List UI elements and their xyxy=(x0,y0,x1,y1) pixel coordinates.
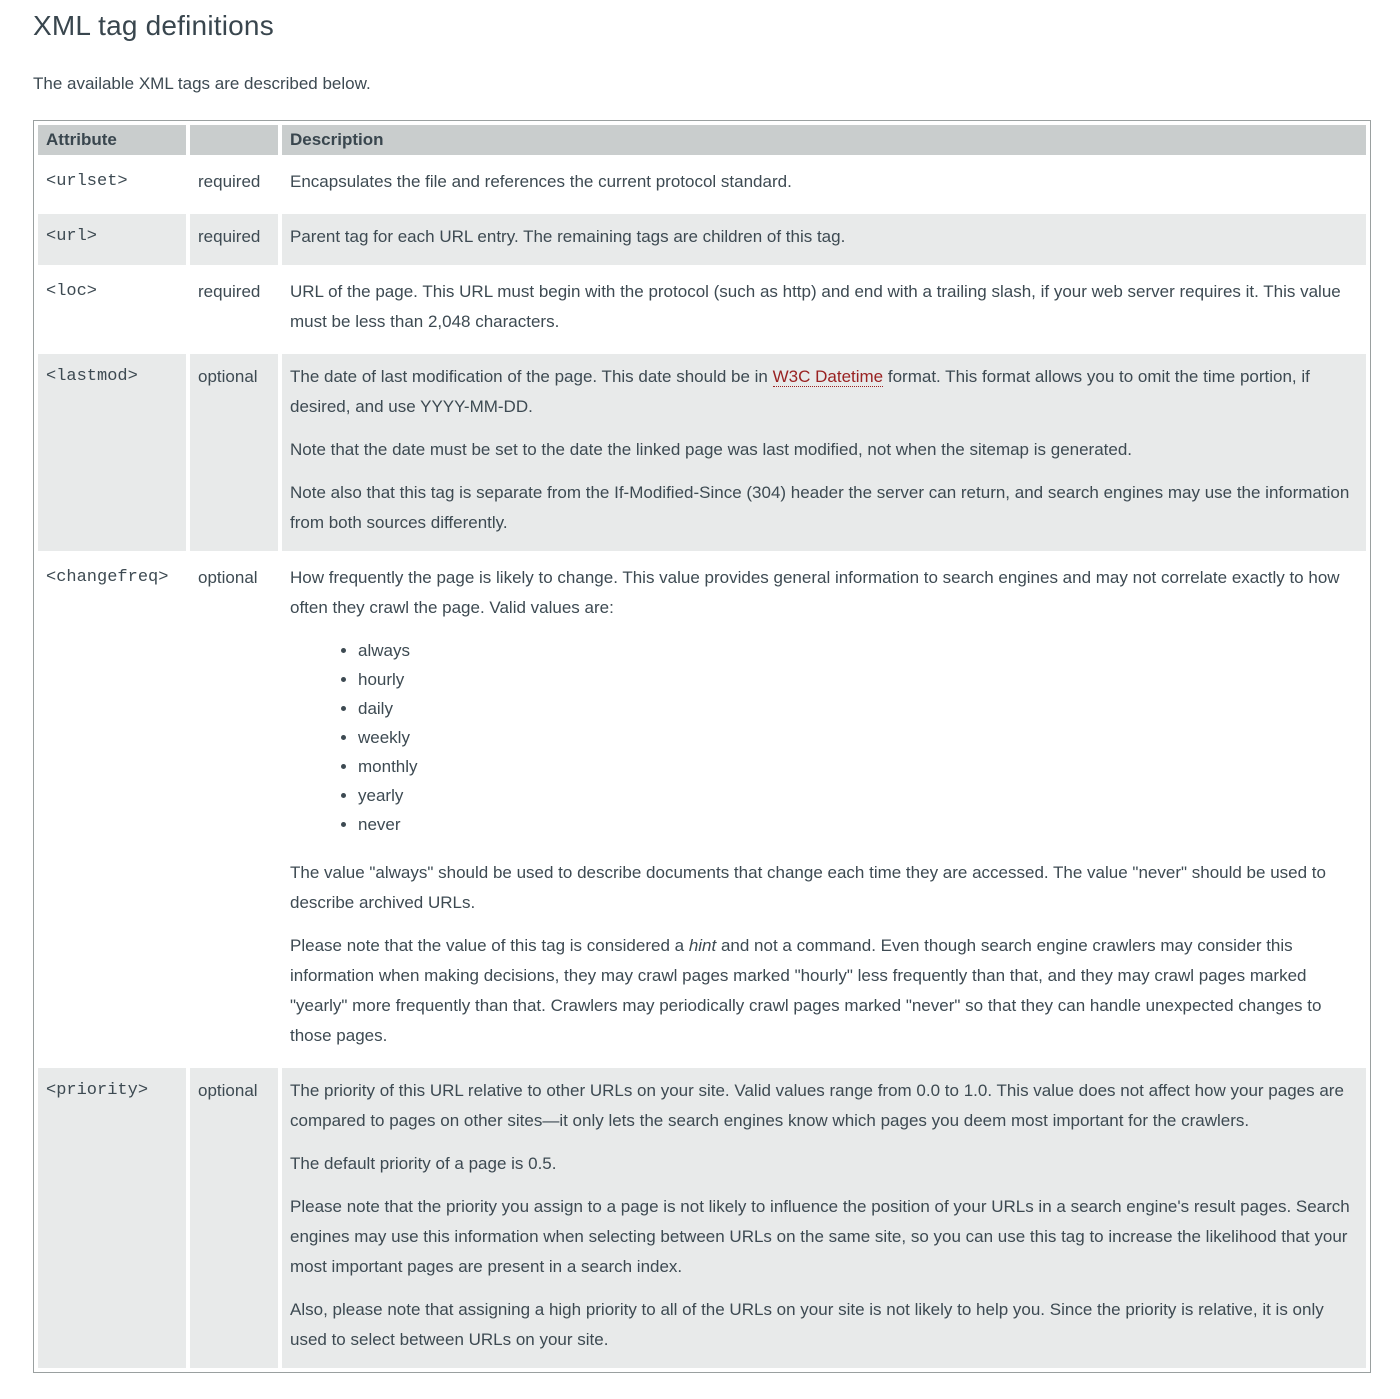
table-row xyxy=(38,214,1366,265)
emphasis-text: hint xyxy=(688,936,717,955)
attribute-cell: <url> xyxy=(38,214,186,265)
table-row xyxy=(38,555,1366,1064)
description-paragraph: The priority of this URL relative to other URLs on your site. Valid values range from 0.0 to 1.0. This value does not affect how your pages are compared to pages on other sites—it only lets the search engines know which pages you deem most important for the crawlers. xyxy=(290,1081,1344,1130)
w3c-datetime-link[interactable]: W3C Datetime xyxy=(772,367,884,386)
list-item: • monthly xyxy=(358,752,1358,781)
description-cell xyxy=(282,1068,1366,1368)
description-paragraph: Note that the date must be set to the date the linked page was last modified, not when the sitemap is generated. xyxy=(290,440,1133,459)
description-paragraph: How frequently the page is likely to change. This value provides general information to search engines and may not correlate exactly to how often they crawl the page. Valid values are: xyxy=(290,568,1340,617)
list-item: • weekly xyxy=(358,723,1358,752)
list-item: • daily xyxy=(358,694,1358,723)
table-row xyxy=(38,269,1366,350)
description-cell xyxy=(282,269,1366,350)
column-header-requirement xyxy=(190,125,278,155)
page-title: XML tag definitions xyxy=(33,10,274,41)
description-paragraph: Also, please note that assigning a high priority to all of the URLs on your site is not likely to help you. Since the priority is relative, it is only used to select between URLs on your site. xyxy=(290,1300,1324,1349)
description-paragraph: Note also that this tag is separate from the If-Modified-Since (304) header the server can return, and search engines may use the information from both sources differently. xyxy=(290,483,1350,532)
requirement-cell: optional xyxy=(198,568,258,587)
table-header xyxy=(38,125,1366,155)
requirement-cell: required xyxy=(190,214,278,265)
attribute-cell: <lastmod> xyxy=(38,354,186,551)
attribute-cell: <urlset> xyxy=(46,172,128,191)
description-paragraph: The default priority of a page is 0.5. xyxy=(290,1154,557,1173)
attribute-cell: <priority> xyxy=(38,1068,186,1368)
column-header-attribute: Attribute xyxy=(38,125,186,155)
header-row xyxy=(38,125,1366,155)
column-header-description: Description xyxy=(282,125,1366,155)
requirement-cell: optional xyxy=(190,354,278,551)
description-paragraph: Please note that the value of this tag is considered a hint and not a command. Even though search engine crawlers may consider this information when making decisions, they may crawl pages marked "hourly" less frequently than that, and they may crawl pages marked "yearly" more frequently than that. Crawlers may periodically crawl pages marked "never" so that they can handle unexpected changes to those pages. xyxy=(290,936,1322,1045)
description-cell xyxy=(282,555,1366,1064)
attribute-cell: <loc> xyxy=(46,282,98,301)
description-cell xyxy=(282,159,1366,210)
description-paragraph: The date of last modification of the page. This date should be in W3C Datetime format. This format allows you to omit the time portion, if desired, and use YYYY-MM-DD. xyxy=(290,367,1310,416)
table-row xyxy=(38,159,1366,210)
description-paragraph: URL of the page. This URL must begin with the protocol (such as http) and end with a trailing slash, if your web server requires it. This value must be less than 2,048 characters. xyxy=(290,282,1341,331)
description-cell xyxy=(282,354,1366,551)
list-item: • yearly xyxy=(358,781,1358,810)
list-item: • never xyxy=(358,810,1358,839)
description-paragraph: Encapsulates the file and references the current protocol standard. xyxy=(290,172,792,191)
attribute-cell: <changefreq> xyxy=(46,568,169,587)
requirement-cell: optional xyxy=(190,1068,278,1368)
requirement-cell: required xyxy=(198,282,261,301)
xml-tag-definitions-table xyxy=(33,120,1371,1373)
table-row xyxy=(38,1068,1366,1368)
description-cell xyxy=(282,214,1366,265)
list-item: • always xyxy=(358,636,1358,665)
description-paragraph: The value "always" should be used to describe documents that change each time they are accessed. The value "never" should be used to describe archived URLs. xyxy=(290,863,1326,912)
changefreq-values-list xyxy=(290,636,1358,839)
intro-text: The available XML tags are described below. xyxy=(33,74,371,93)
table-row xyxy=(38,354,1366,551)
table-body xyxy=(38,159,1366,1368)
requirement-cell: required xyxy=(198,172,261,191)
list-item: • hourly xyxy=(358,665,1358,694)
description-paragraph: Parent tag for each URL entry. The remaining tags are children of this tag. xyxy=(290,227,846,246)
description-paragraph: Please note that the priority you assign to a page is not likely to influence the position of your URLs in a search engine's result pages. Search engines may use this information when selecting between URLs on the same site, so you can use this tag to increase the likelihood that your most important pages are present in a search index. xyxy=(290,1197,1350,1276)
